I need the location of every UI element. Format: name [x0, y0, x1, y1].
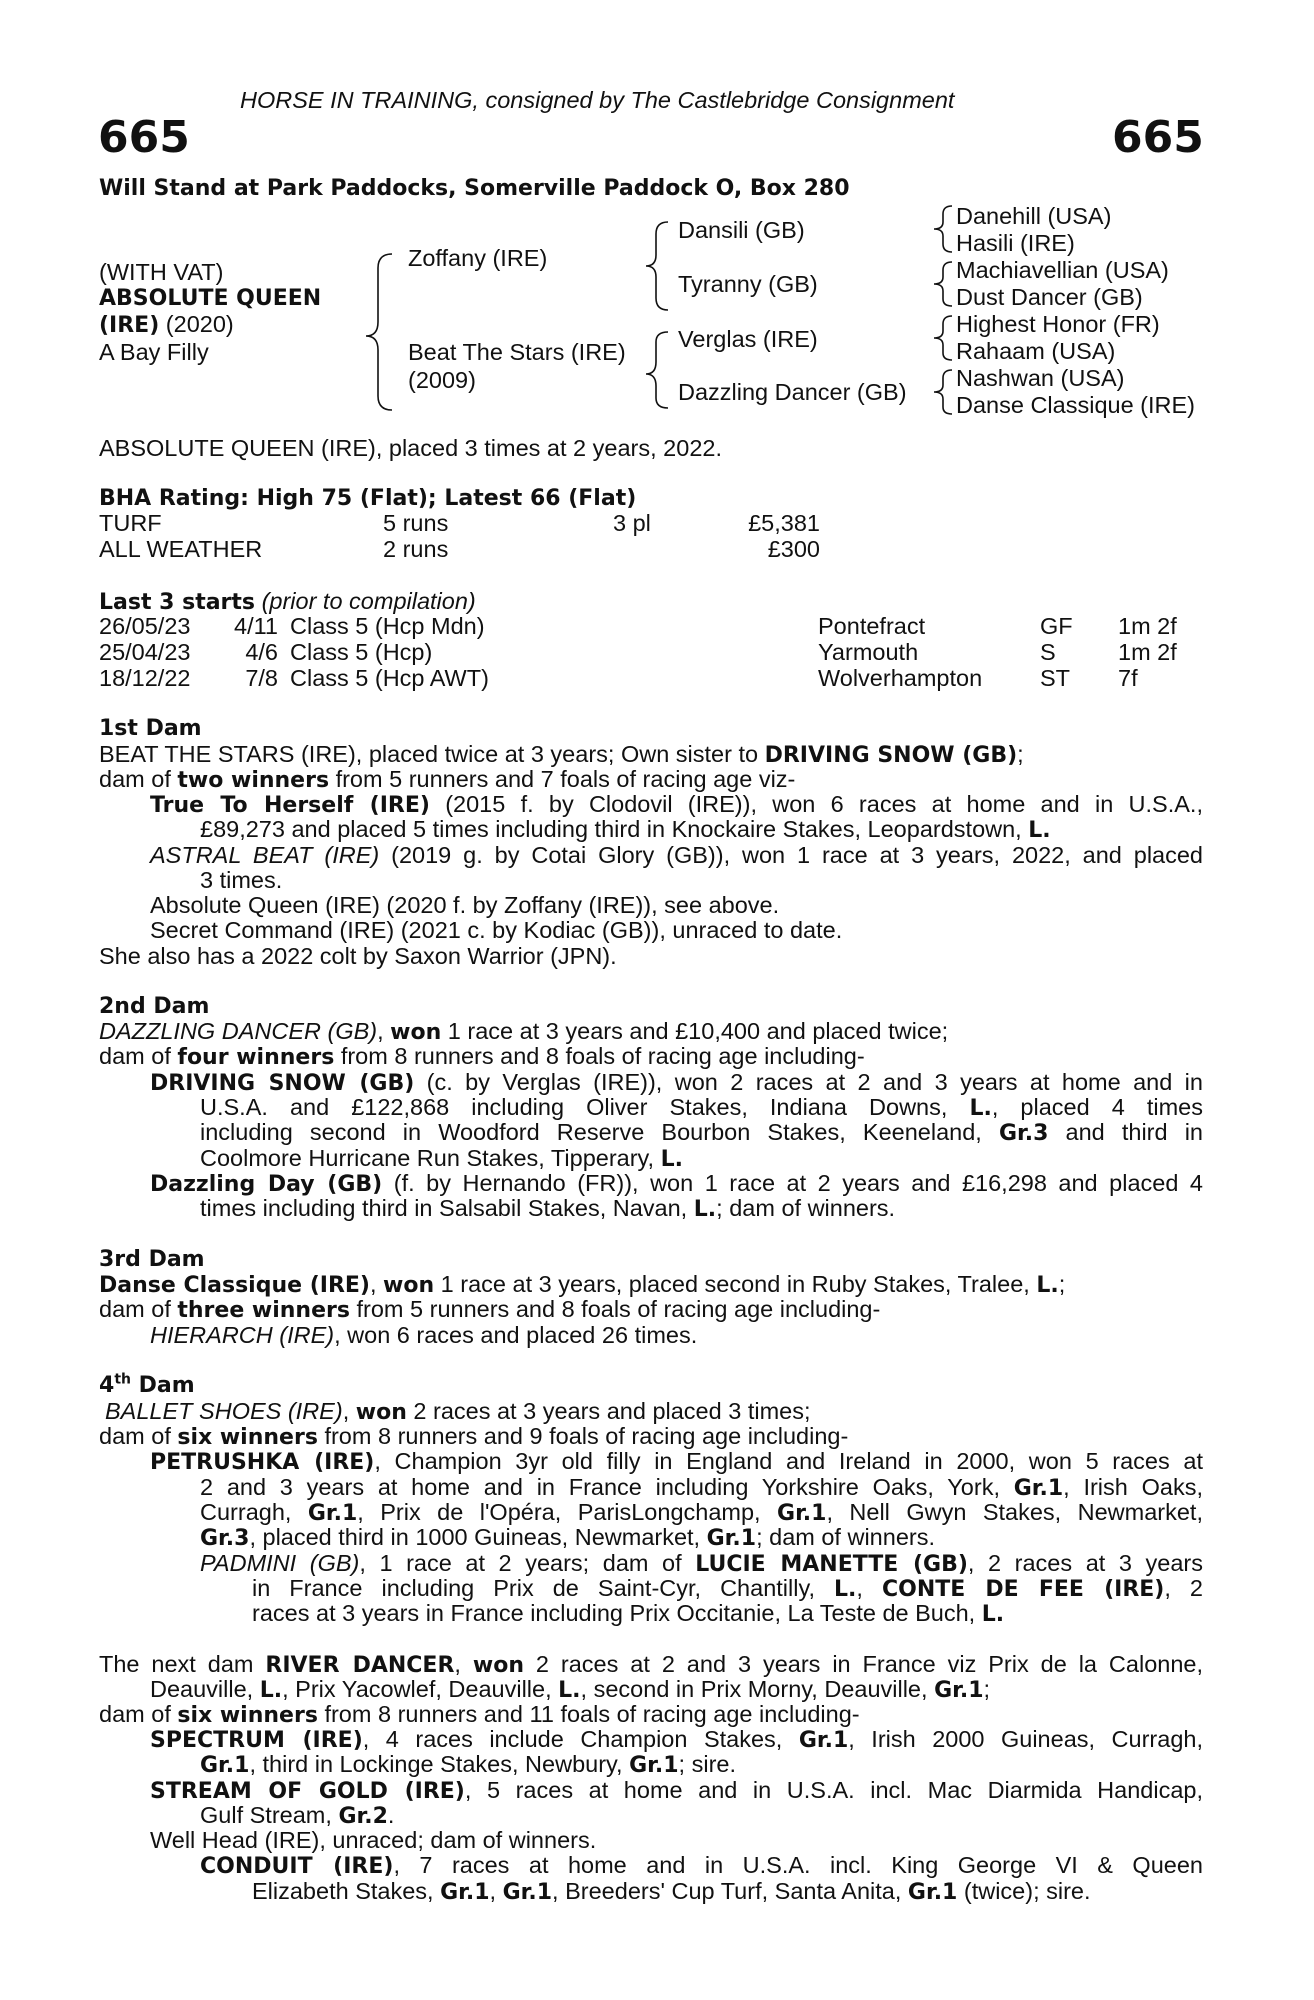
horse-origin: (IRE): [99, 313, 160, 338]
produce-entry-cont: including second in Woodford Reserve Bourbon Stakes, Keeneland, Gr.3 and third in: [200, 1119, 1203, 1146]
start-date: 18/12/22: [99, 665, 191, 691]
last-starts-heading: [99, 589, 476, 616]
start-distance: 7f: [1118, 665, 1138, 691]
fourth-dam-produce-summary: dam of six winners from 8 runners and 9 foals of racing age including-: [99, 1423, 849, 1450]
produce-entry-cont: Elizabeth Stakes, Gr.1, Gr.1, Breeders' Cup Turf, Santa Anita, Gr.1 (twice); sire.: [252, 1878, 1091, 1905]
produce-entry: HIERARCH (IRE), won 6 races and placed 26 times.: [150, 1322, 698, 1348]
produce-entry: Dazzling Day (GB) (f. by Hernando (FR)), won 1 race at 2 years and £16,298 and placed 4: [150, 1170, 1203, 1197]
pedigree-ggp-8: Danse Classique (IRE): [956, 392, 1196, 418]
produce-entry: True To Herself (IRE) (2015 f. by Clodovil (IRE)), won 6 races at home and in U.S.A.,: [150, 791, 1203, 818]
produce-entry: PETRUSHKA (IRE), Champion 3yr old filly in England and Ireland in 2000, won 5 races at: [150, 1448, 1204, 1475]
start-race: Class 5 (Hcp Mdn): [290, 613, 485, 639]
pedigree-dam: Beat The Stars (IRE): [408, 339, 626, 365]
produce-entry-cont: in France including Prix de Saint-Cyr, Chantilly, L., CONTE DE FEE (IRE), 2: [252, 1575, 1203, 1602]
produce-entry: SPECTRUM (IRE), 4 races include Champion Stakes, Gr.1, Irish 2000 Guineas, Curragh,: [150, 1726, 1203, 1753]
vat-status: (WITH VAT): [99, 259, 224, 285]
pedigree-dam-year: (2009): [408, 367, 476, 393]
start-course: Pontefract: [818, 613, 926, 639]
first-dam-heading: 1st Dam: [99, 716, 202, 741]
produce-entry: Secret Command (IRE) (2021 c. by Kodiac (GB)), unraced to date.: [150, 917, 843, 943]
produce-entry: Well Head (IRE), unraced; dam of winners.: [150, 1827, 597, 1853]
produce-entry-cont: races at 3 years in France including Prix Occitanie, La Teste de Buch, L.: [252, 1600, 1005, 1627]
pedigree-dam-sire: Verglas (IRE): [678, 326, 818, 352]
last-starts-title: Last 3 starts: [99, 590, 256, 615]
start-going: S: [1040, 639, 1056, 665]
stand-location: Will Stand at Park Paddocks, Somerville Paddock O, Box 280: [99, 176, 850, 201]
rating-placed: 3 pl: [613, 510, 651, 536]
rating-prize: £5,381: [748, 510, 820, 536]
second-dam-produce-summary: dam of four winners from 8 runners and 8 foals of racing age including-: [99, 1043, 865, 1070]
start-position: 4/11: [234, 613, 278, 639]
start-date: 25/04/23: [99, 639, 191, 665]
start-race: Class 5 (Hcp): [290, 639, 433, 665]
produce-entry-cont: Gulf Stream, Gr.2.: [200, 1802, 395, 1829]
next-dam-line: The next dam RIVER DANCER, won 2 races at 2 and 3 years in France viz Prix de la Calonne,: [99, 1651, 1203, 1678]
start-date: 26/05/23: [99, 613, 191, 639]
horse-name: ABSOLUTE QUEEN: [99, 286, 322, 311]
produce-entry-cont: times including third in Salsabil Stakes, Navan, L.; dam of winners.: [200, 1195, 896, 1222]
produce-entry: ASTRAL BEAT (IRE) (2019 g. by Cotai Glory (GB)), won 1 race at 3 years, 2022, and placed: [150, 842, 1203, 868]
rating-surface: ALL WEATHER: [99, 536, 263, 562]
pedigree-sire: Zoffany (IRE): [408, 245, 548, 271]
third-dam-heading: 3rd Dam: [99, 1247, 205, 1272]
start-position: 4/6: [245, 639, 278, 665]
start-distance: 1m 2f: [1118, 613, 1177, 639]
first-dam-produce-summary: dam of two winners from 5 runners and 7 foals of racing age viz-: [99, 766, 796, 793]
produce-entry: STREAM OF GOLD (IRE), 5 races at home and in U.S.A. incl. Mac Diarmida Handicap,: [150, 1777, 1203, 1804]
pedigree-ggp-5: Highest Honor (FR): [956, 311, 1160, 337]
second-dam-line: DAZZLING DANCER (GB), won 1 race at 3 years and £10,400 and placed twice;: [99, 1018, 949, 1045]
pedigree-sire-dam: Tyranny (GB): [678, 271, 818, 297]
fourth-dam-heading: 4th Dam: [99, 1371, 195, 1398]
first-dam-line: BEAT THE STARS (IRE), placed twice at 3 years; Own sister to DRIVING SNOW (GB);: [99, 741, 1024, 768]
produce-entry-cont: Gr.1, third in Lockinge Stakes, Newbury, Gr.1; sire.: [200, 1751, 737, 1778]
pedigree-dam-dam: Dazzling Dancer (GB): [678, 379, 907, 405]
start-position: 7/8: [245, 665, 278, 691]
pedigree-ggp-7: Nashwan (USA): [956, 365, 1125, 391]
produce-entry-cont: Curragh, Gr.1, Prix de l'Opéra, ParisLongchamp, Gr.1, Nell Gwyn Stakes, Newmarket,: [200, 1499, 1203, 1526]
start-going: ST: [1040, 665, 1071, 691]
pedigree-ggp-4: Dust Dancer (GB): [956, 284, 1143, 310]
race-summary: ABSOLUTE QUEEN (IRE), placed 3 times at 2 years, 2022.: [99, 435, 722, 461]
produce-entry-cont: Gr.3, placed third in 1000 Guineas, Newmarket, Gr.1; dam of winners.: [200, 1524, 935, 1551]
rating-surface: TURF: [99, 510, 162, 536]
produce-entry-cont: 2 and 3 years at home and in France including Yorkshire Oaks, York, Gr.1, Irish Oaks,: [200, 1474, 1203, 1501]
third-dam-line: Danse Classique (IRE), won 1 race at 3 years, placed second in Ruby Stakes, Tralee, L.;: [99, 1271, 1066, 1298]
page-header-title: HORSE IN TRAINING, consigned by The Castlebridge Consignment: [240, 87, 955, 113]
pedigree-ggp-6: Rahaam (USA): [956, 338, 1116, 364]
produce-entry: PADMINI (GB), 1 race at 2 years; dam of LUCIE MANETTE (GB), 2 races at 3 years: [200, 1550, 1203, 1577]
third-dam-produce-summary: dam of three winners from 5 runners and 8 foals of racing age including-: [99, 1296, 881, 1323]
rating-prize: £300: [767, 536, 820, 562]
horse-description: A Bay Filly: [99, 339, 209, 365]
start-distance: 1m 2f: [1118, 639, 1177, 665]
next-dam-line-cont: Deauville, L., Prix Yacowlef, Deauville, L., second in Prix Morny, Deauville, Gr.1;: [150, 1676, 991, 1703]
next-dam-produce-summary: dam of six winners from 8 runners and 11 foals of racing age including-: [99, 1701, 860, 1728]
fourth-dam-line: BALLET SHOES (IRE), won 2 races at 3 years and placed 3 times;: [105, 1398, 811, 1425]
produce-entry: CONDUIT (IRE), 7 races at home and in U.S.A. incl. King George VI & Queen: [200, 1852, 1203, 1879]
produce-extra: She also has a 2022 colt by Saxon Warrior (JPN).: [99, 943, 617, 969]
pedigree-sire-sire: Dansili (GB): [678, 217, 805, 243]
produce-entry: DRIVING SNOW (GB) (c. by Verglas (IRE)), won 2 races at 2 and 3 years at home and in: [150, 1069, 1203, 1096]
start-race: Class 5 (Hcp AWT): [290, 665, 489, 691]
produce-entry-cont: £89,273 and placed 5 times including third in Knockaire Stakes, Leopardstown, L.: [200, 816, 1051, 843]
start-course: Wolverhampton: [818, 665, 983, 691]
last-starts-note: (prior to compilation): [261, 588, 476, 614]
start-going: GF: [1040, 613, 1073, 639]
second-dam-heading: 2nd Dam: [99, 994, 210, 1019]
bha-rating-heading: BHA Rating: High 75 (Flat); Latest 66 (Flat): [99, 486, 637, 511]
horse-year: (2020): [165, 311, 234, 337]
pedigree-ggp-1: Danehill (USA): [956, 203, 1112, 229]
produce-entry-cont: 3 times.: [200, 867, 283, 893]
produce-entry-cont: Coolmore Hurricane Run Stakes, Tipperary, L.: [200, 1145, 684, 1172]
lot-number-right: 665: [1112, 112, 1204, 163]
produce-entry-cont: U.S.A. and £122,868 including Oliver Stakes, Indiana Downs, L., placed 4 times: [200, 1094, 1203, 1121]
pedigree-ggp-3: Machiavellian (USA): [956, 257, 1169, 283]
produce-entry: Absolute Queen (IRE) (2020 f. by Zoffany (IRE)), see above.: [150, 892, 780, 918]
rating-runs: 5 runs: [383, 510, 449, 536]
rating-runs: 2 runs: [383, 536, 449, 562]
start-course: Yarmouth: [818, 639, 919, 665]
lot-number-left: 665: [98, 112, 190, 163]
pedigree-ggp-2: Hasili (IRE): [956, 230, 1075, 256]
